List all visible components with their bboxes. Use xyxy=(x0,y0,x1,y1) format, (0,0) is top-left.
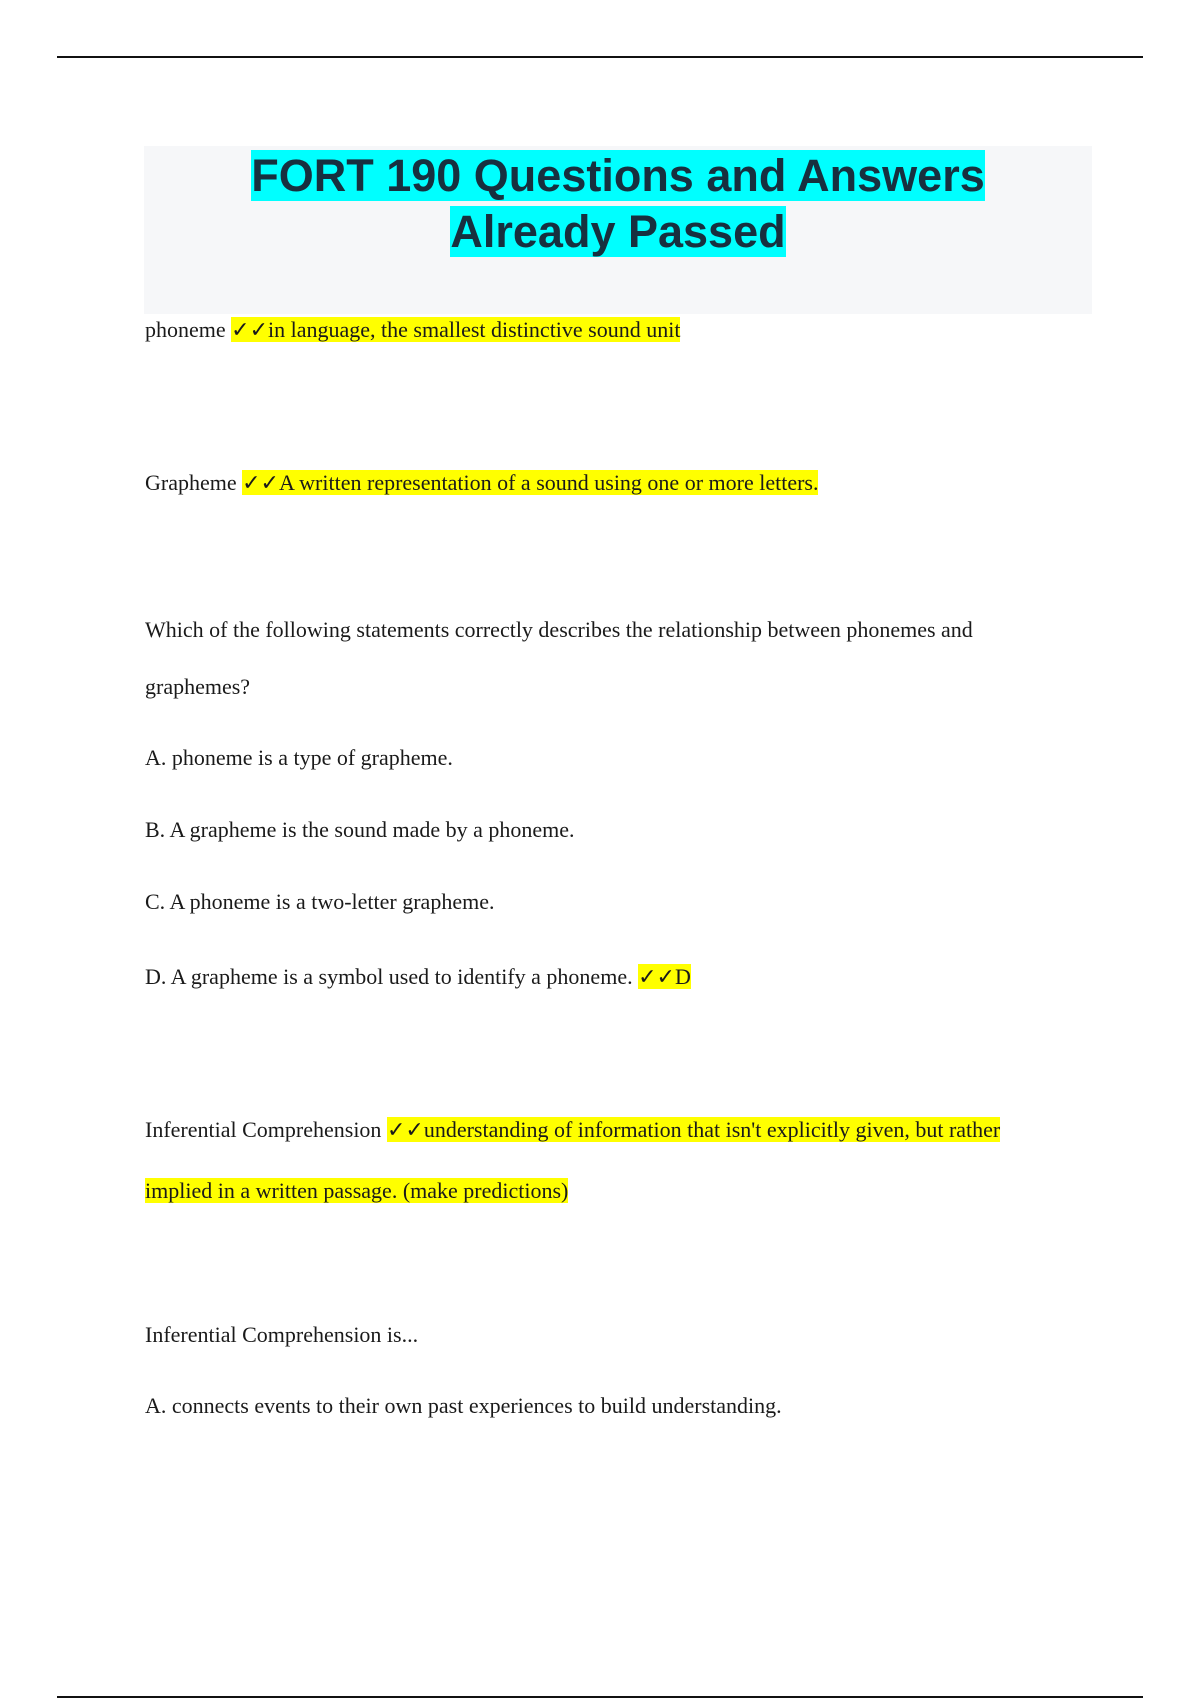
question-2-option-a: A. connects events to their own past experiences to build understanding. xyxy=(145,1393,782,1418)
answer-text: understanding of information that isn't explicitly given, but rather xyxy=(423,1117,1001,1142)
checkmark-icon: ✓✓ xyxy=(638,964,675,989)
term-label: Grapheme xyxy=(145,470,243,495)
question-stem-line-2: graphemes? xyxy=(145,674,251,699)
checkmark-icon: ✓✓ xyxy=(386,1117,424,1142)
term-phoneme xyxy=(145,300,680,360)
answer-highlight: implied in a written passage. (make predictions) xyxy=(145,1178,569,1203)
title-banner xyxy=(144,146,1092,314)
term-inferential-comprehension xyxy=(145,1100,1000,1160)
option-b: B. A grapheme is the sound made by a phoneme. xyxy=(145,817,575,842)
title-line-2: Already Passed xyxy=(450,206,786,257)
term-label: phoneme xyxy=(145,317,232,342)
option-a: A. phoneme is a type of grapheme. xyxy=(145,745,453,770)
option-d xyxy=(145,947,691,1007)
question-stem-line-1: Which of the following statements correctly describes the relationship between phonemes and xyxy=(145,617,973,642)
answer-continuation xyxy=(145,1161,568,1221)
answer-letter: D xyxy=(674,964,691,989)
answer-text: A written representation of a sound using one or more letters. xyxy=(279,470,819,495)
footer-rule xyxy=(57,1696,1143,1698)
term-grapheme xyxy=(145,453,818,513)
option-d-text: D. A grapheme is a symbol used to identify a phoneme. xyxy=(145,964,639,989)
answer-highlight xyxy=(638,964,691,989)
option-c: C. A phoneme is a two-letter grapheme. xyxy=(145,889,495,914)
title-line-1: FORT 190 Questions and Answers xyxy=(251,150,985,201)
answer-highlight xyxy=(387,1117,1000,1142)
checkmark-icon: ✓✓ xyxy=(231,317,269,342)
header-rule xyxy=(57,56,1143,58)
answer-text: in language, the smallest distinctive sound unit xyxy=(268,317,681,342)
document-title xyxy=(144,146,1092,260)
question-2-stem: Inferential Comprehension is... xyxy=(145,1322,419,1347)
checkmark-icon: ✓✓ xyxy=(242,470,279,495)
term-label: Inferential Comprehension xyxy=(145,1117,387,1142)
answer-highlight xyxy=(242,470,818,495)
answer-highlight xyxy=(231,317,680,342)
